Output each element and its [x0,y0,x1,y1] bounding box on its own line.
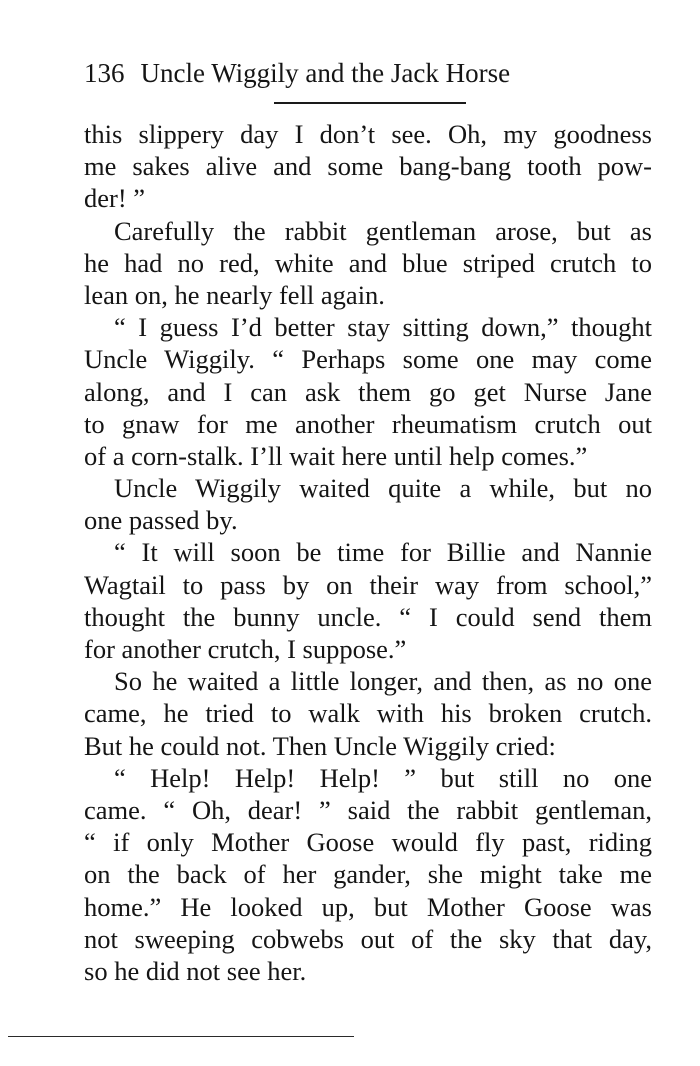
body-text [84,118,652,987]
text-line: “ It will soon be time for Billie and Nannie [114,537,652,568]
text-line: Carefully the rabbit gentleman arose, but as [114,215,652,246]
text-line: “ if only Mother Goose would fly past, riding [84,827,652,858]
text-line: Uncle Wiggily. “ Perhaps some one may come [84,344,652,375]
text-line: of a corn-stalk. I’ll wait here until help comes.” [84,440,588,471]
text-line: lean on, he nearly fell again. [84,279,385,310]
header-rule [274,102,466,104]
text-line: not sweeping cobwebs out of the sky that day, [84,923,652,954]
text-line: “ Help! Help! Help! ” but still no one [114,762,652,793]
text-line: one passed by. [84,505,238,536]
text-line: So he waited a little longer, and then, as no one [114,666,652,697]
text-line: this slippery day I don’t see. Oh, my goodness [84,119,652,149]
text-line: me sakes alive and some bang-bang tooth pow- [84,151,652,182]
text-line: for another crutch, I suppose.” [84,634,407,664]
page-number: 136 [84,58,125,88]
text-line: he had no red, white and blue striped crutch to [84,247,652,278]
text-line: along, and I can ask them go get Nurse Jane [84,376,652,407]
text-line: But he could not. Then Uncle Wiggily cried: [84,730,556,761]
running-head [84,55,644,91]
text-line: thought the bunny uncle. “ I could send them [84,601,652,632]
footer-rule [8,1036,354,1037]
text-line: to gnaw for me another rheumatism crutch out [84,408,652,439]
text-line: “ I guess I’d better stay sitting down,” thought [114,312,652,343]
running-title: Uncle Wiggily and the Jack Horse [140,58,511,88]
text-line: came. “ Oh, dear! ” said the rabbit gentleman, [84,794,652,825]
text-line: came, he tried to walk with his broken crutch. [84,698,652,729]
text-line: so he did not see her. [84,955,307,986]
text-line: Wagtail to pass by on their way from school,” [84,569,652,600]
text-line: home.” He looked up, but Mother Goose was [84,891,652,922]
text-line: Uncle Wiggily waited quite a while, but no [114,473,652,504]
text-line: on the back of her gander, she might take me [84,859,652,890]
text-line: der! ” [84,183,146,214]
